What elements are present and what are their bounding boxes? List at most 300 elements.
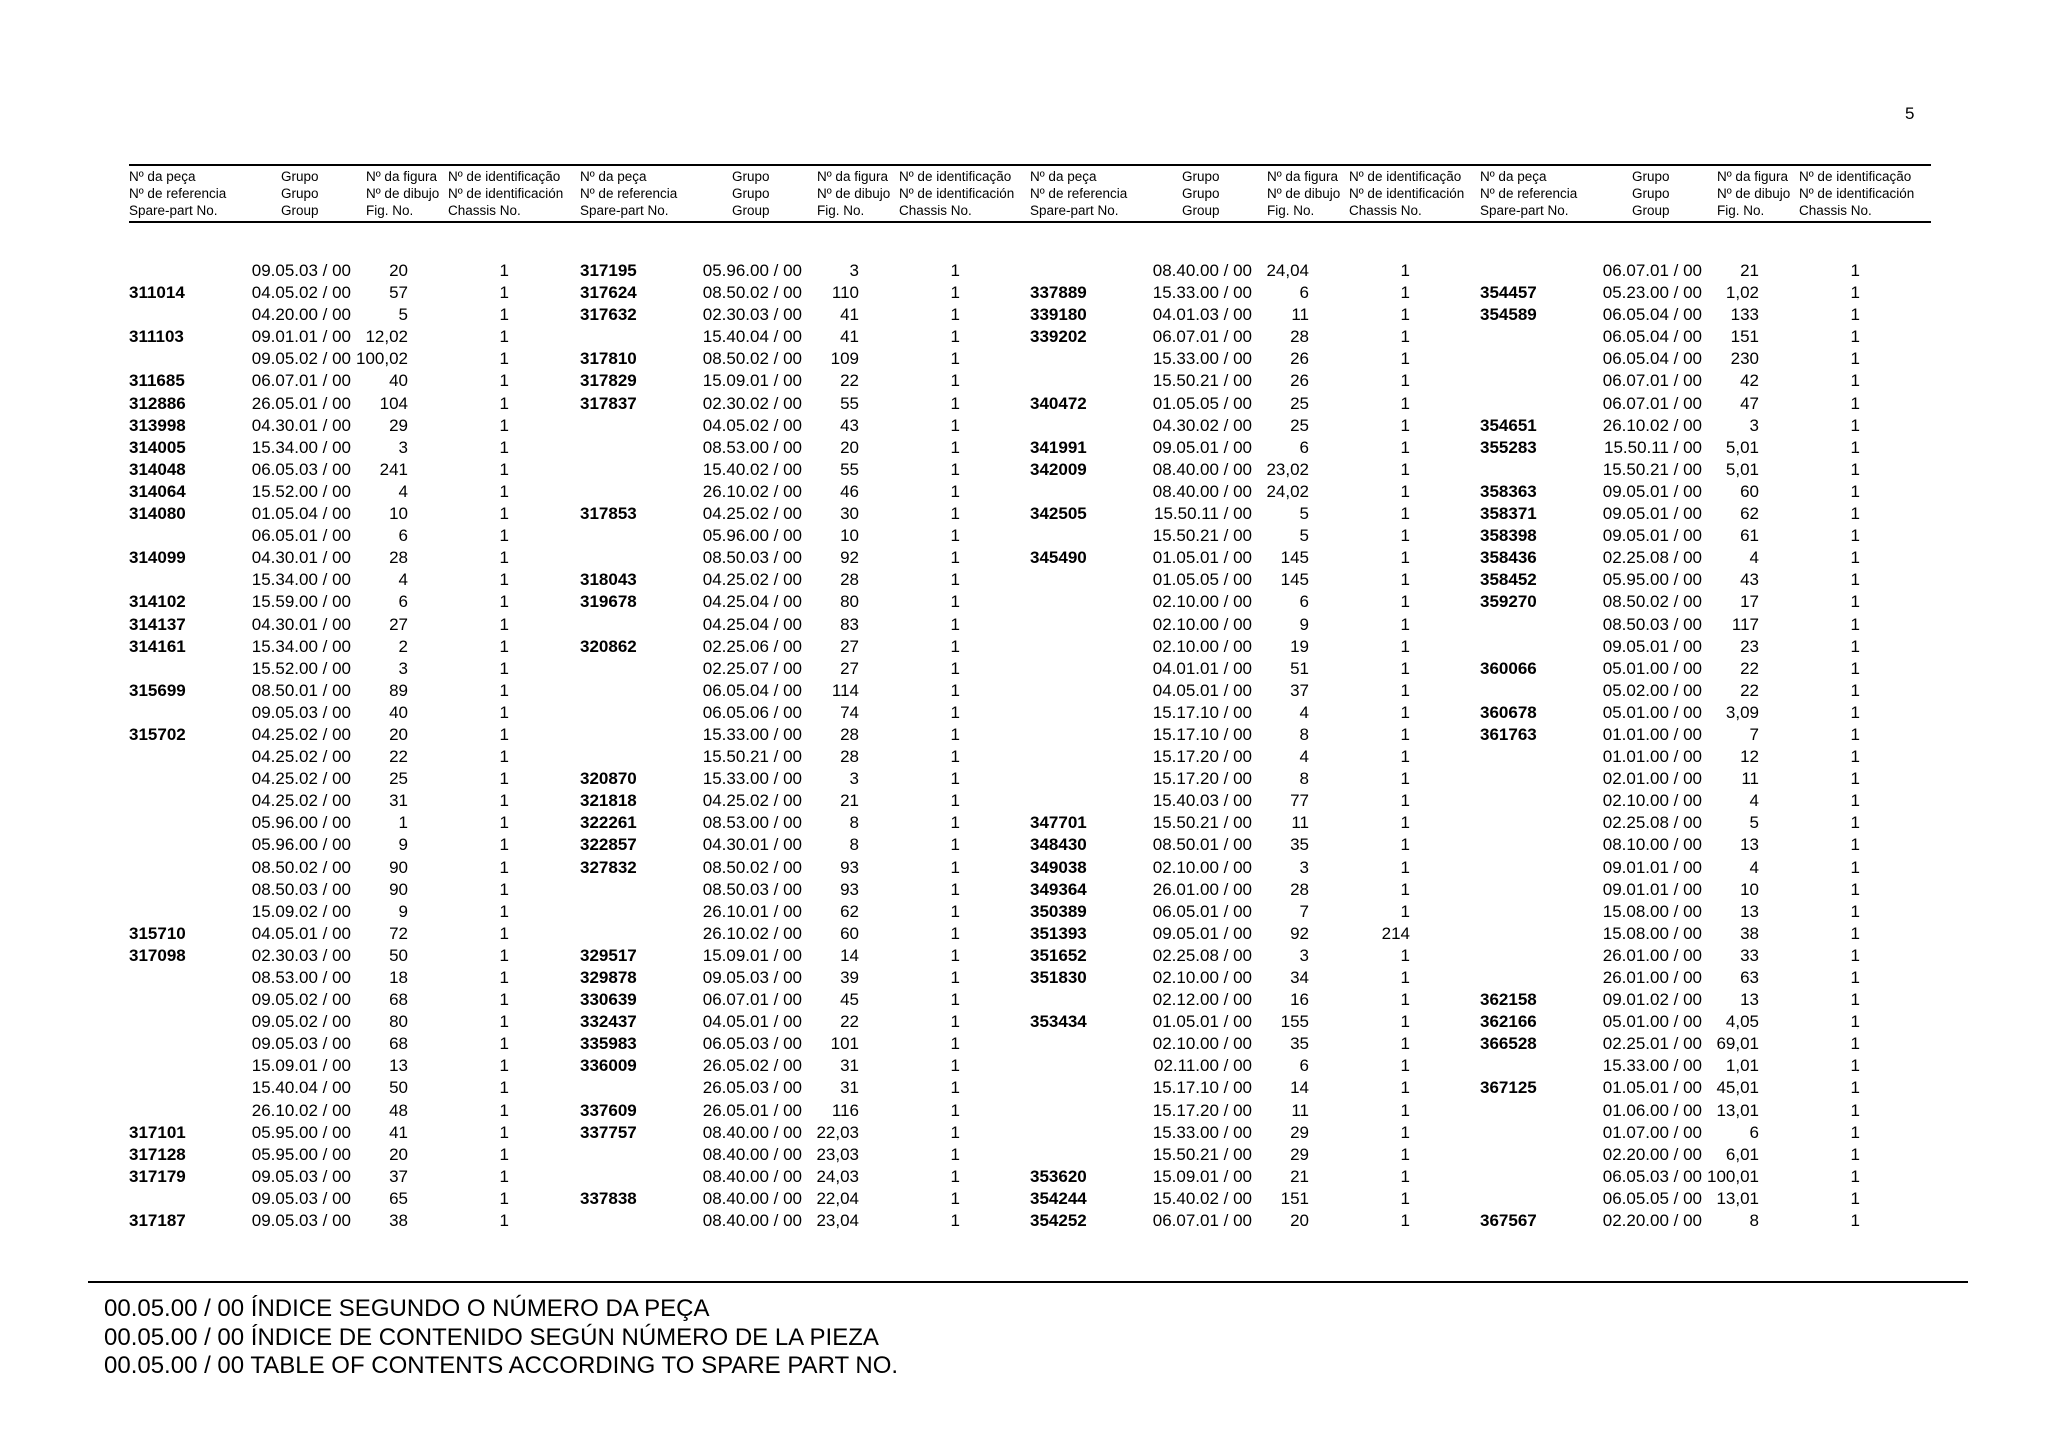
- group-cell: 09.01.01 / 00: [1602, 879, 1702, 899]
- figure-number-cell: 9: [398, 901, 408, 921]
- chassis-number-cell: 1: [1850, 1078, 1860, 1098]
- table-row: [580, 790, 1020, 812]
- chassis-number-cell: 1: [1400, 1144, 1410, 1164]
- table-row: [1030, 348, 1470, 370]
- figure-number-cell: 6: [1299, 283, 1309, 303]
- group-cell: 02.10.00 / 00: [1152, 592, 1252, 612]
- part-number-cell: 315699: [129, 680, 186, 700]
- header-group-line: Grupo: [1182, 169, 1220, 184]
- chassis-number-cell: 1: [1850, 1100, 1860, 1120]
- group-cell: 15.50.11 / 00: [1604, 437, 1702, 457]
- chassis-number-cell: 1: [499, 923, 509, 943]
- part-number-cell: 311103: [129, 327, 184, 347]
- figure-number-cell: 22,03: [816, 1122, 859, 1142]
- figure-number-cell: 29: [1290, 1122, 1309, 1142]
- figure-number-cell: 13,01: [1716, 1188, 1759, 1208]
- table-row: [1030, 326, 1470, 348]
- group-cell: 09.05.02 / 00: [251, 990, 351, 1010]
- header-chassis-line: Nº de identificación: [448, 186, 564, 201]
- table-row: [580, 326, 1020, 348]
- figure-number-cell: 72: [389, 923, 408, 943]
- group-cell: 06.05.03 / 00: [702, 1034, 802, 1054]
- chassis-number-cell: 1: [950, 791, 960, 811]
- figure-number-cell: 14: [1290, 1078, 1309, 1098]
- part-number-cell: 322261: [580, 813, 637, 833]
- group-cell: 09.05.03 / 00: [251, 1188, 351, 1208]
- part-number-cell: 329878: [580, 968, 637, 987]
- part-number-cell: 337609: [580, 1100, 637, 1120]
- chassis-number-cell: 1: [1850, 526, 1860, 546]
- group-cell: 08.50.03 / 00: [251, 879, 351, 899]
- table-row: [129, 1100, 569, 1122]
- table-row: [1480, 879, 1920, 901]
- figure-number-cell: 3: [1299, 857, 1309, 877]
- chassis-number-cell: 1: [1850, 1166, 1860, 1186]
- group-cell: 04.05.02 / 00: [251, 283, 351, 303]
- group-cell: 04.25.02 / 00: [702, 791, 802, 811]
- figure-number-cell: 80: [389, 1012, 408, 1032]
- group-cell: 04.05.01 / 00: [1152, 680, 1252, 700]
- group-cell: 15.17.20 / 00: [1152, 1100, 1252, 1120]
- figure-number-cell: 74: [840, 702, 859, 722]
- chassis-number-cell: 1: [950, 636, 960, 656]
- table-row: [129, 459, 569, 481]
- chassis-number-cell: 1: [1850, 261, 1860, 280]
- table-row: [129, 481, 569, 503]
- figure-number-cell: 26: [1290, 371, 1309, 391]
- header-part-line: Nº da peça: [129, 169, 196, 184]
- chassis-number-cell: 1: [1850, 349, 1860, 369]
- figure-number-cell: 24,03: [816, 1166, 859, 1186]
- header-chassis-line: Nº de identificação: [448, 169, 561, 184]
- group-cell: 04.25.02 / 00: [702, 504, 802, 524]
- figure-number-cell: 31: [840, 1056, 859, 1076]
- figure-number-cell: 145: [1280, 570, 1309, 590]
- chassis-number-cell: 1: [1850, 371, 1860, 391]
- chassis-number-cell: 1: [1400, 1012, 1410, 1032]
- group-cell: 15.50.21 / 00: [1152, 813, 1252, 833]
- chassis-number-cell: 1: [1850, 769, 1860, 789]
- header-fig-line: Fig. No.: [366, 203, 414, 218]
- table-row: [1480, 260, 1920, 282]
- header-chassis-line: Nº de identificación: [1799, 186, 1915, 201]
- group-cell: 08.53.00 / 00: [251, 968, 351, 987]
- chassis-number-cell: 1: [1400, 702, 1410, 722]
- chassis-number-cell: 1: [1400, 481, 1410, 501]
- part-number-cell: 342505: [1030, 504, 1087, 524]
- part-number-cell: 353620: [1030, 1166, 1087, 1186]
- figure-number-cell: 13,01: [1716, 1100, 1759, 1120]
- chassis-number-cell: 1: [950, 349, 960, 369]
- chassis-number-cell: 1: [950, 570, 960, 590]
- group-cell: 04.30.01 / 00: [702, 835, 802, 855]
- figure-number-cell: 20: [389, 724, 408, 744]
- chassis-number-cell: 1: [1850, 857, 1860, 877]
- group-cell: 02.25.01 / 00: [1602, 1034, 1702, 1054]
- figure-number-cell: 18: [389, 968, 408, 987]
- table-row: [129, 636, 569, 658]
- group-cell: 04.25.02 / 00: [702, 570, 802, 590]
- figure-number-cell: 69,01: [1716, 1034, 1759, 1054]
- chassis-number-cell: 1: [499, 526, 509, 546]
- group-cell: 08.50.02 / 00: [702, 283, 802, 303]
- figure-number-cell: 3: [849, 261, 859, 280]
- table-row: [1480, 525, 1920, 547]
- group-cell: 15.33.00 / 00: [1152, 283, 1252, 303]
- chassis-number-cell: 1: [1400, 1056, 1410, 1076]
- table-row: [580, 834, 1020, 856]
- group-cell: 06.07.01 / 00: [1602, 261, 1702, 280]
- chassis-number-cell: 1: [499, 680, 509, 700]
- figure-number-cell: 9: [398, 835, 408, 855]
- group-cell: 15.08.00 / 00: [1602, 923, 1702, 943]
- figure-number-cell: 29: [389, 415, 408, 435]
- table-row: [129, 326, 569, 348]
- table-row: [580, 614, 1020, 636]
- table-row: [129, 1188, 569, 1210]
- chassis-number-cell: 1: [950, 614, 960, 634]
- group-cell: 02.10.00 / 00: [1152, 614, 1252, 634]
- group-cell: 15.09.01 / 00: [702, 945, 802, 965]
- group-cell: 09.05.03 / 00: [251, 702, 351, 722]
- table-row: [1030, 945, 1470, 967]
- figure-number-cell: 109: [830, 349, 859, 369]
- group-cell: 15.33.00 / 00: [1152, 1122, 1252, 1142]
- figure-number-cell: 12,02: [365, 327, 408, 347]
- figure-number-cell: 6: [1299, 437, 1309, 457]
- table-row: [1030, 591, 1470, 613]
- figure-number-cell: 104: [379, 393, 408, 413]
- table-row: [1030, 812, 1470, 834]
- group-cell: 15.08.00 / 00: [1602, 901, 1702, 921]
- group-cell: 06.05.05 / 00: [1602, 1188, 1702, 1208]
- header-part-line: Nº de referencia: [129, 186, 227, 201]
- part-number-cell: 312886: [129, 393, 186, 413]
- figure-number-cell: 13: [389, 1056, 408, 1076]
- part-number-cell: 349364: [1030, 879, 1087, 899]
- figure-number-cell: 11: [1291, 813, 1309, 833]
- part-number-cell: 362166: [1480, 1012, 1537, 1032]
- figure-number-cell: 28: [840, 570, 859, 590]
- table-row: [1480, 459, 1920, 481]
- part-number-cell: 350389: [1030, 901, 1087, 921]
- group-cell: 09.05.01 / 00: [1152, 923, 1252, 943]
- figure-number-cell: 1: [398, 813, 408, 833]
- table-row: [1480, 591, 1920, 613]
- table-row: [1030, 1077, 1470, 1099]
- table-row: [1030, 724, 1470, 746]
- table-row: [1030, 1166, 1470, 1188]
- table-row: [129, 370, 569, 392]
- part-number-cell: 348430: [1030, 835, 1087, 855]
- index-block-1: [129, 260, 569, 1232]
- header-chassis-line: Chassis No.: [1799, 203, 1872, 218]
- chassis-number-cell: 1: [1850, 791, 1860, 811]
- group-cell: 15.50.21 / 00: [1602, 459, 1702, 479]
- header-group-line: Grupo: [1182, 186, 1220, 201]
- figure-number-cell: 3: [398, 658, 408, 678]
- chassis-number-cell: 1: [1400, 570, 1410, 590]
- part-number-cell: 317624: [580, 283, 637, 303]
- chassis-number-cell: 1: [499, 371, 509, 391]
- group-cell: 06.05.01 / 00: [1152, 901, 1252, 921]
- chassis-number-cell: 1: [1850, 437, 1860, 457]
- footer-title-en: 00.05.00 / 00 TABLE OF CONTENTS ACCORDING TO SPARE PART NO.: [104, 1352, 899, 1379]
- figure-number-cell: 8: [1749, 1211, 1759, 1231]
- figure-number-cell: 28: [389, 548, 408, 568]
- figure-number-cell: 6: [1299, 1056, 1309, 1076]
- figure-number-cell: 5,01: [1725, 437, 1759, 457]
- chassis-number-cell: 1: [950, 1188, 960, 1208]
- figure-number-cell: 4: [398, 481, 408, 501]
- table-row: [1030, 1011, 1470, 1033]
- figure-number-cell: 22,04: [816, 1188, 859, 1208]
- group-cell: 09.05.03 / 00: [702, 968, 802, 987]
- group-cell: 15.09.02 / 00: [251, 901, 351, 921]
- figure-number-cell: 7: [1299, 901, 1309, 921]
- header-chassis-line: Chassis No.: [448, 203, 521, 218]
- chassis-number-cell: 214: [1381, 923, 1410, 943]
- chassis-number-cell: 1: [950, 1100, 960, 1120]
- table-row: [1030, 989, 1470, 1011]
- chassis-number-cell: 1: [950, 415, 960, 435]
- table-row: [1030, 923, 1470, 945]
- figure-number-cell: 90: [389, 879, 408, 899]
- group-cell: 26.10.01 / 00: [702, 901, 802, 921]
- chassis-number-cell: 1: [950, 1166, 960, 1186]
- chassis-number-cell: 1: [950, 1056, 960, 1076]
- group-cell: 02.10.00 / 00: [1152, 1034, 1252, 1054]
- chassis-number-cell: 1: [499, 724, 509, 744]
- table-row: [1030, 1188, 1470, 1210]
- figure-number-cell: 23,02: [1266, 459, 1309, 479]
- table-row: [1480, 393, 1920, 415]
- part-number-cell: 320870: [580, 769, 637, 789]
- figure-number-cell: 92: [840, 548, 859, 568]
- table-row: [580, 348, 1020, 370]
- chassis-number-cell: 1: [1400, 636, 1410, 656]
- table-row: [1480, 503, 1920, 525]
- figure-number-cell: 17: [1740, 592, 1759, 612]
- part-number-cell: 366528: [1480, 1034, 1537, 1054]
- table-row: [580, 481, 1020, 503]
- table-row: [1480, 724, 1920, 746]
- table-row: [129, 834, 569, 856]
- group-cell: 02.30.03 / 00: [251, 945, 351, 965]
- figure-number-cell: 60: [840, 923, 859, 943]
- figure-number-cell: 31: [389, 791, 408, 811]
- part-number-cell: 332437: [580, 1012, 637, 1032]
- header-part-line: Spare-part No.: [1030, 203, 1119, 218]
- header-chassis-line: Nº de identificação: [899, 169, 1012, 184]
- chassis-number-cell: 1: [950, 504, 960, 524]
- table-row: [1030, 901, 1470, 923]
- figure-number-cell: 20: [1290, 1211, 1309, 1231]
- figure-number-cell: 145: [1280, 548, 1309, 568]
- chassis-number-cell: 1: [1850, 680, 1860, 700]
- group-cell: 15.33.00 / 00: [1602, 1056, 1702, 1076]
- chassis-number-cell: 1: [1400, 747, 1410, 767]
- group-cell: 15.50.21 / 00: [1152, 371, 1252, 391]
- chassis-number-cell: 1: [1400, 813, 1410, 833]
- header-group-line: Grupo: [281, 169, 319, 184]
- chassis-number-cell: 1: [499, 504, 509, 524]
- part-number-cell: 317128: [129, 1144, 186, 1164]
- group-cell: 05.23.00 / 00: [1602, 283, 1702, 303]
- table-row: [1480, 481, 1920, 503]
- figure-number-cell: 11: [1291, 1100, 1309, 1120]
- chassis-number-cell: 1: [1400, 526, 1410, 546]
- figure-number-cell: 22: [389, 747, 408, 767]
- table-row: [129, 304, 569, 326]
- chassis-number-cell: 1: [1400, 769, 1410, 789]
- table-row: [580, 260, 1020, 282]
- part-number-cell: 314137: [129, 614, 186, 634]
- chassis-number-cell: 1: [499, 879, 509, 899]
- figure-number-cell: 110: [831, 283, 859, 303]
- group-cell: 08.50.03 / 00: [702, 879, 802, 899]
- part-number-cell: 367567: [1480, 1211, 1537, 1231]
- figure-number-cell: 25: [1290, 415, 1309, 435]
- part-number-cell: 317098: [129, 945, 186, 965]
- group-cell: 08.40.00 / 00: [702, 1166, 802, 1186]
- group-cell: 04.05.01 / 00: [251, 923, 351, 943]
- table-row: [1480, 1055, 1920, 1077]
- group-cell: 02.12.00 / 00: [1152, 990, 1252, 1010]
- chassis-number-cell: 1: [1400, 283, 1410, 303]
- chassis-number-cell: 1: [499, 1100, 509, 1120]
- figure-number-cell: 6: [398, 526, 408, 546]
- group-cell: 26.05.01 / 00: [702, 1100, 802, 1120]
- table-row: [129, 680, 569, 702]
- header-fig-line: Nº da figura: [1267, 169, 1338, 184]
- header-fig-line: Nº da figura: [817, 169, 888, 184]
- part-number-cell: 314102: [129, 592, 186, 612]
- figure-number-cell: 41: [840, 327, 859, 347]
- group-cell: 26.10.02 / 00: [1602, 415, 1702, 435]
- figure-number-cell: 3: [849, 769, 859, 789]
- figure-number-cell: 55: [840, 393, 859, 413]
- table-row: [1030, 415, 1470, 437]
- table-row: [129, 1166, 569, 1188]
- table-row: [1030, 393, 1470, 415]
- figure-number-cell: 7: [1749, 724, 1759, 744]
- table-row: [129, 348, 569, 370]
- chassis-number-cell: 1: [1400, 968, 1410, 987]
- table-row: [1030, 1144, 1470, 1166]
- chassis-number-cell: 1: [499, 481, 509, 501]
- group-cell: 08.53.00 / 00: [702, 813, 802, 833]
- table-row: [1480, 1077, 1920, 1099]
- figure-number-cell: 21: [840, 791, 859, 811]
- part-number-cell: 349038: [1030, 857, 1087, 877]
- table-row: [580, 812, 1020, 834]
- group-cell: 01.01.00 / 00: [1602, 747, 1702, 767]
- table-row: [580, 680, 1020, 702]
- chassis-number-cell: 1: [499, 747, 509, 767]
- group-cell: 08.40.00 / 00: [1152, 481, 1252, 501]
- table-row: [1480, 790, 1920, 812]
- chassis-number-cell: 1: [950, 813, 960, 833]
- figure-number-cell: 10: [1740, 879, 1759, 899]
- table-row: [1480, 901, 1920, 923]
- part-number-cell: 342009: [1030, 459, 1087, 479]
- table-row: [129, 945, 569, 967]
- group-cell: 08.50.02 / 00: [702, 857, 802, 877]
- group-cell: 08.40.00 / 00: [1152, 261, 1252, 280]
- figure-number-cell: 4: [1749, 857, 1759, 877]
- part-number-cell: 315702: [129, 724, 186, 744]
- figure-number-cell: 31: [840, 1078, 859, 1098]
- table-row: [129, 1011, 569, 1033]
- group-cell: 04.01.01 / 00: [1152, 658, 1252, 678]
- figure-number-cell: 20: [389, 261, 408, 280]
- table-row: [1480, 348, 1920, 370]
- group-cell: 08.40.00 / 00: [1152, 459, 1252, 479]
- part-number-cell: 314005: [129, 437, 186, 457]
- chassis-number-cell: 1: [1850, 923, 1860, 943]
- table-row: [1030, 790, 1470, 812]
- chassis-number-cell: 1: [1400, 1188, 1410, 1208]
- table-row: [1480, 945, 1920, 967]
- part-number-cell: 362158: [1480, 990, 1537, 1010]
- figure-number-cell: 24,02: [1266, 481, 1309, 501]
- header-part-line: Spare-part No.: [129, 203, 218, 218]
- group-cell: 08.40.00 / 00: [702, 1188, 802, 1208]
- figure-number-cell: 5: [1299, 504, 1309, 524]
- table-row: [1030, 1033, 1470, 1055]
- chassis-number-cell: 1: [1400, 791, 1410, 811]
- table-row: [1030, 1055, 1470, 1077]
- figure-number-cell: 47: [1740, 393, 1759, 413]
- chassis-number-cell: 1: [1400, 1211, 1410, 1231]
- part-number-cell: 354252: [1030, 1211, 1087, 1231]
- part-number-cell: 321818: [580, 791, 637, 811]
- figure-number-cell: 45,01: [1716, 1078, 1759, 1098]
- group-cell: 26.01.00 / 00: [1602, 968, 1702, 987]
- header-group-line: Grupo: [1632, 169, 1670, 184]
- figure-number-cell: 27: [840, 658, 859, 678]
- chassis-number-cell: 1: [499, 305, 509, 325]
- chassis-number-cell: 1: [950, 548, 960, 568]
- chassis-number-cell: 1: [499, 857, 509, 877]
- group-cell: 15.17.10 / 00: [1152, 702, 1252, 722]
- header-part-line: Nº de referencia: [1030, 186, 1128, 201]
- table-row: [129, 282, 569, 304]
- part-number-cell: 329517: [580, 945, 637, 965]
- figure-number-cell: 20: [389, 1144, 408, 1164]
- chassis-number-cell: 1: [1400, 857, 1410, 877]
- chassis-number-cell: 1: [950, 283, 960, 303]
- figure-number-cell: 27: [840, 636, 859, 656]
- part-number-cell: 313998: [129, 415, 186, 435]
- figure-number-cell: 19: [1290, 636, 1309, 656]
- table-row: [129, 812, 569, 834]
- part-number-cell: 354244: [1030, 1188, 1087, 1208]
- header-chassis-line: Nº de identificação: [1799, 169, 1912, 184]
- table-row: [129, 1122, 569, 1144]
- group-cell: 02.25.08 / 00: [1602, 813, 1702, 833]
- table-row: [1030, 370, 1470, 392]
- table-row: [1030, 1210, 1470, 1232]
- chassis-number-cell: 1: [1850, 724, 1860, 744]
- chassis-number-cell: 1: [1850, 945, 1860, 965]
- group-cell: 04.25.04 / 00: [702, 614, 802, 634]
- figure-number-cell: 41: [389, 1122, 408, 1142]
- group-cell: 15.17.10 / 00: [1152, 1078, 1252, 1098]
- table-row: [580, 1122, 1020, 1144]
- part-number-cell: 314161: [129, 636, 186, 656]
